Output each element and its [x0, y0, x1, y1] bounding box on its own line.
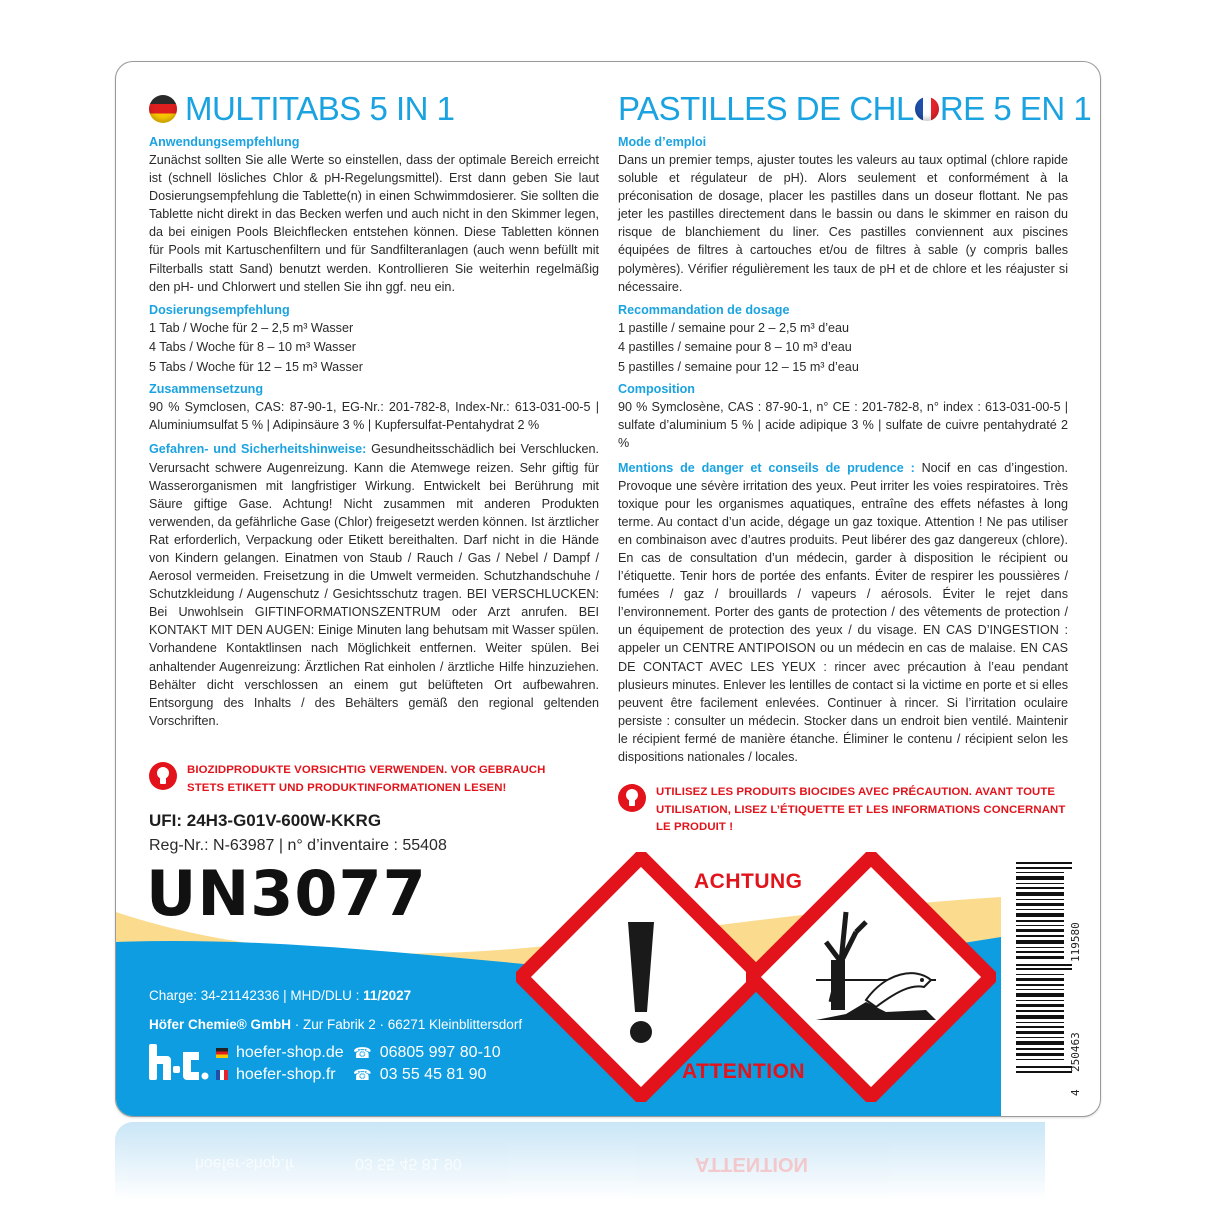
french-usage-heading: Mode d’emploi [618, 135, 707, 149]
french-composition-heading: Composition [618, 382, 695, 397]
french-hazard-text: Nocif en cas d’ingestion. Provoque une sévère irritation des yeux. Peut irriter les voies respiratoires. Très toxique pour les organismes aquatiques, entraîne des effets néfastes à long terme. Au contact d’un acide, dégage un gaz toxique. Attention ! Ne pas utiliser en combinaison avec d’autres produits. Peut libérer des gaz dangereux (chlore). En cas de consultation d’un médecin, garder à disposition le récipient ou l’étiquette. Tenir hors de portée des enfants. Éviter de respirer les poussières / fumées / gaz / brouillards / vapeurs / aérosols. Éviter le rejet dans l’environnement. Porter des gants de protection / des vêtements de protection / un équipement de protection des yeux / du visage. EN CAS D’INGESTION : appeler un CENTRE ANTIPOISON ou un médecin en cas de malaise. EN CAS DE CONTACT AVEC LES YEUX : rincer avec précaution à l’eau pendant plusieurs minutes. Enlever les lentilles de contact si la victime en porte et si elles peuvent être facilement enlevées. Continuer à rincer. Si l’irritation oculaire persiste : consulter un médecin. Stocker dans un endroit bien ventilé. Maintenir le récipient fermé de manière étanche. Éliminer le contenu / récipient selon les dispositions nationales / locales. [618, 460, 1069, 765]
german-dosage-list [149, 319, 599, 378]
french-hazard-lead: Mentions de danger et conseils de prudence : [618, 460, 915, 475]
reflection-phone-fr: 03 55 45 81 90 [355, 1155, 462, 1172]
german-composition-heading: Zusammensetzung [149, 382, 264, 397]
dosage-line: 4 Tabs / Woche für 8 – 10 m³ Wasser [149, 340, 356, 355]
german-usage-heading: Anwendungsempfehlung [149, 135, 300, 149]
dosage-line: 5 Tabs / Woche für 12 – 15 m³ Wasser [149, 359, 363, 374]
german-biocide-warning-text: BIOZIDPRODUKTE VORSICHTIG VERWENDEN. VOR GEBRAUCH STETS ETIKETT UND PRODUKTINFORMATIONEN LESEN! [187, 764, 546, 794]
ufi-code: UFI: 24H3-G01V-600W-KKRG [149, 811, 382, 830]
charge-text: Charge: 34-21142336 | MHD/DLU : [149, 988, 364, 1003]
company-name: Höfer Chemie® GmbH [149, 1017, 291, 1032]
german-dosage-heading: Dosierungsempfehlung [149, 302, 290, 317]
barcode [1016, 862, 1072, 1097]
german-column [149, 90, 599, 730]
dosage-line: 1 pastille / semaine pour 2 – 2,5 m³ d’eau [618, 320, 850, 335]
france-flag-icon [915, 97, 939, 121]
registration-number: Reg-Nr.: N-63987 | n° d’inventaire : 55408 [149, 837, 447, 854]
shop-link-fr[interactable] [216, 1066, 336, 1084]
phone-fr-text: 03 55 45 81 90 [379, 1066, 487, 1083]
french-hazard-block [618, 459, 1068, 767]
german-hazard-block [149, 440, 599, 730]
french-biocide-warning-text: UTILISEZ LES PRODUITS BIOCIDES AVEC PRÉCAUTION. AVANT TOUTE UTILISATION, LISEZ L’ÉTIQUETTE ET LES INFORMATIONS CONCERNANT LE PRODUIT ! [656, 786, 1066, 833]
lightbulb-icon [618, 784, 646, 812]
germany-flag-icon [149, 95, 177, 123]
company-address: · Zur Fabrik 2 · 66271 Kleinblittersdorf [290, 1017, 523, 1032]
germany-flag-icon [216, 1048, 228, 1058]
shop-de-text: hoefer-shop.de [236, 1044, 344, 1061]
french-composition-text: 90 % Symclosène, CAS : 87-90-1, n° CE : 201-782-8, n° index : 613-031-00-5 | sulfate d’aluminium 5 % | acide adipique 3 % | sulfate de cuivre pentahydraté 2 % [618, 400, 1068, 451]
barcode-digits-mid: 250463 [1069, 1032, 1082, 1072]
german-hazard-text: Gesundheitsschädlich bei Verschlucken. Verursacht schwere Augenreizung. Kann die Atemwege reizen. Sehr giftig für Wasserorganismen mit langfristiger Wirkung. Entwickelt bei Berührung mit Säure giftige Gase. Achtung! Nicht zusammen mit anderen Produkten verwenden, da gefährliche Gase (Chlor) freigesetzt werden können. Ist ärztlicher Rat erforderlich, Verpackung oder Etikett bereithalten. Darf nicht in die Hände von Kindern gelangen. Einatmen von Staub / Rauch / Gas / Nebel / Dampf / Aerosol vermeiden. Freisetzung in die Umwelt vermeiden. Schutzhandschuhe / Schutzkleidung / Augenschutz / Gesichtsschutz tragen. BEI VERSCHLUCKEN: Bei Unwohlsein GIFTINFORMATIONSZENTRUM oder Arzt anrufen. BEI KONTAKT MIT DEN AUGEN: Einige Minuten lang behutsam mit Wasser spülen. Vorhandene Kontaktlinsen nach Möglichkeit entfernen. Weiter spülen. Bei anhaltender Augenreizung: Ärztlichen Rat einholen / ärztliche Hilfe hinzuziehen. Behälter dicht verschlossen an einem gut belüfteten Ort aufbewahren. Entsorgung des Inhalts / des Behälters gemäß den regional geltenden Vorschriften. [149, 442, 600, 728]
shop-fr-text: hoefer-shop.fr [236, 1066, 336, 1083]
reflection-shop-fr: hoefer-shop.fr [195, 1155, 295, 1172]
french-title-part2: RE 5 EN 1 [939, 90, 1092, 127]
france-flag-icon [216, 1070, 228, 1080]
lightbulb-icon [149, 762, 177, 790]
phone-de-text: 06805 997 80-10 [379, 1044, 501, 1061]
german-title [149, 90, 599, 128]
phone-de [353, 1044, 501, 1062]
company-line [149, 1017, 522, 1032]
charge-line [149, 988, 411, 1003]
french-usage-text: Dans un premier temps, ajuster toutes les valeurs au taux optimal (chlore rapide soluble et régulateur de pH). Alors seulement et conformément à la préconisation de dosage, placer les pastilles dans un doseur flottant. Ne pas jeter les pastilles directement dans le bassin ou dans le skimmer en raison du risque de blanchiement du liner. Ces pastilles conviennent aux piscines équipées de filtres à cartouches et/ou de filtres à sable (y compris balles polymères). Vérifier régulièrement les taux de pH et de chlore et les réajuster si nécessaire. [618, 153, 1068, 294]
phone-fr [353, 1066, 486, 1084]
barcode-digits-right: 119580 [1069, 922, 1082, 962]
french-title-part1: PASTILLES DE CHL [618, 90, 914, 127]
german-usage-text: Zunächst sollten Sie alle Werte so einstellen, dass der optimale Bereich erreicht ist (schnell lösliches Chlor & pH-Regelungsmittel). Erst dann geben Sie laut Dosierungsempfehlung die Tablette(n) in einen Schwimmdosierer. Sie sollten die Tablette nicht direkt in das Becken werfen und auch nicht in den Skimmer legen, da bei einigen Pools Bleichflecken entstehen können. Diese Tabletten können für Pools mit Kartuschenfiltern und für Sandfilteranlagen (auch wenn befüllt mit Filterballs statt Sand) benutzt werden. Kontrollieren Sie weiterhin regelmäßig den pH- und Chlorwert und stellen Sie ihn ggf. neu ein. [149, 153, 599, 294]
german-hazard-lead: Gefahren- und Sicherheitshinweise: [149, 442, 367, 457]
product-label [115, 61, 1101, 1117]
french-dosage-list [618, 319, 1068, 378]
shop-link-de[interactable] [216, 1044, 344, 1062]
telephone-icon: ☎ [353, 1067, 372, 1084]
hc-logo-icon [149, 1042, 209, 1082]
dosage-line: 5 pastilles / semaine pour 12 – 15 m³ d’eau [618, 359, 859, 374]
label-reflection [115, 1122, 1045, 1214]
german-title-text: MULTITABS 5 IN 1 [185, 90, 455, 127]
french-title [618, 90, 1092, 128]
french-column [618, 90, 1092, 766]
german-composition-text: 90 % Symclosen, CAS: 87-90-1, EG-Nr.: 201-782-8, Index-Nr.: 613-031-00-5 | Aluminiumsulfat 5 % | Adipinsäure 3 % | Kupfersulfat-Pentahydrat 2 % [149, 400, 599, 433]
signal-word-fr: ATTENTION [682, 1060, 806, 1083]
french-dosage-heading: Recommandation de dosage [618, 302, 790, 317]
dosage-line: 1 Tab / Woche für 2 – 2,5 m³ Wasser [149, 320, 354, 335]
german-biocide-warning [149, 762, 579, 797]
reflection-signal-fr: ATTENTION [695, 1153, 808, 1175]
signal-word-de: ACHTUNG [694, 870, 803, 893]
french-biocide-warning [618, 784, 1070, 837]
best-before-date: 11/2027 [363, 988, 412, 1003]
un-number: UN3077 [146, 857, 427, 930]
dosage-line: 4 pastilles / semaine pour 8 – 10 m³ d’eau [618, 340, 852, 355]
barcode-digit-left: 4 [1069, 1089, 1082, 1096]
telephone-icon: ☎ [353, 1045, 372, 1062]
